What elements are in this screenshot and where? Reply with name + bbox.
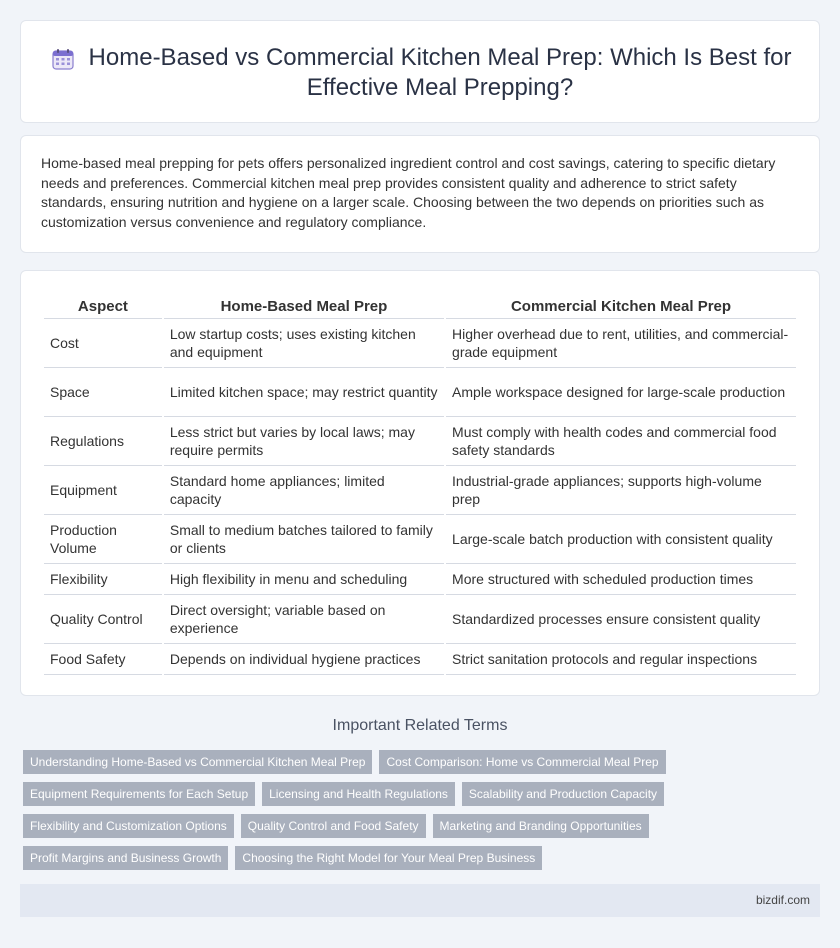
cell-aspect: Equipment	[44, 466, 162, 515]
table-row	[44, 417, 796, 466]
table-row	[44, 515, 796, 564]
table-row	[44, 466, 796, 515]
cell-aspect: Regulations	[44, 417, 162, 466]
tag-link[interactable]: Marketing and Branding Opportunities	[433, 814, 649, 838]
cell-aspect: Quality Control	[44, 595, 162, 644]
tag-link[interactable]: Quality Control and Food Safety	[241, 814, 426, 838]
intro-card	[20, 135, 820, 253]
cell-commercial: Higher overhead due to rent, utilities, and commercial-grade equipment	[446, 319, 796, 368]
table-header-row	[44, 295, 796, 319]
tag-row	[23, 782, 823, 806]
cell-aspect: Production Volume	[44, 515, 162, 564]
cell-home: Direct oversight; variable based on experience	[164, 595, 444, 644]
table-row	[44, 368, 796, 417]
cell-commercial: Industrial-grade appliances; supports high-volume prep	[446, 466, 796, 515]
footer-site-link[interactable]: bizdif.com	[755, 893, 810, 907]
tag-link[interactable]: Scalability and Production Capacity	[462, 782, 664, 806]
tag-link[interactable]: Flexibility and Customization Options	[23, 814, 234, 838]
cell-home: Low startup costs; uses existing kitchen and equipment	[164, 319, 444, 368]
cell-home: High flexibility in menu and scheduling	[164, 564, 444, 595]
cell-commercial: Standardized processes ensure consistent quality	[446, 595, 796, 644]
comparison-table	[42, 295, 798, 675]
cell-aspect: Space	[44, 368, 162, 417]
cell-aspect: Cost	[44, 319, 162, 368]
cell-commercial: Ample workspace designed for large-scale production	[446, 368, 796, 417]
header-home-based: Home-Based Meal Prep	[164, 295, 444, 319]
tag-row	[23, 750, 823, 774]
tag-link[interactable]: Understanding Home-Based vs Commercial Kitchen Meal Prep	[23, 750, 372, 774]
related-terms-tags	[23, 750, 823, 878]
tag-row	[23, 846, 823, 870]
table-row	[44, 564, 796, 595]
tag-link[interactable]: Cost Comparison: Home vs Commercial Meal Prep	[379, 750, 665, 774]
cell-commercial: Strict sanitation protocols and regular inspections	[446, 644, 796, 675]
footer	[20, 884, 820, 917]
header	[51, 43, 799, 103]
cell-aspect: Flexibility	[44, 564, 162, 595]
tag-row	[23, 814, 823, 838]
cell-commercial: More structured with scheduled production times	[446, 564, 796, 595]
tag-link[interactable]: Equipment Requirements for Each Setup	[23, 782, 255, 806]
cell-commercial: Must comply with health codes and commercial food safety standards	[446, 417, 796, 466]
cell-aspect: Food Safety	[44, 644, 162, 675]
header-card	[20, 20, 820, 123]
tag-link[interactable]: Choosing the Right Model for Your Meal Prep Business	[235, 846, 542, 870]
page-title: Home-Based vs Commercial Kitchen Meal Prep: Which Is Best for Effective Meal Prepping?	[88, 44, 792, 101]
comparison-card	[20, 270, 820, 696]
cell-home: Small to medium batches tailored to family or clients	[164, 515, 444, 564]
related-terms-title: Important Related Terms	[332, 717, 508, 734]
cell-home: Standard home appliances; limited capacity	[164, 466, 444, 515]
cell-home: Depends on individual hygiene practices	[164, 644, 444, 675]
cell-home: Limited kitchen space; may restrict quantity	[164, 368, 444, 417]
tag-link[interactable]: Licensing and Health Regulations	[262, 782, 455, 806]
intro-paragraph: Home-based meal prepping for pets offers personalized ingredient control and cost savings, catering to specific dietary needs and preferences. Commercial kitchen meal prep provides consistent quality and adherence to strict safety standards, ensuring nutrition and hygiene on a larger scale. Choosing between the two depends on priorities such as customization versus convenience and regulatory compliance.	[41, 155, 776, 230]
table-row	[44, 319, 796, 368]
header-commercial: Commercial Kitchen Meal Prep	[446, 295, 796, 319]
cell-commercial: Large-scale batch production with consistent quality	[446, 515, 796, 564]
table-row	[44, 644, 796, 675]
calendar-icon	[51, 47, 75, 71]
cell-home: Less strict but varies by local laws; may require permits	[164, 417, 444, 466]
header-aspect: Aspect	[44, 295, 162, 319]
table-row	[44, 595, 796, 644]
tag-link[interactable]: Profit Margins and Business Growth	[23, 846, 228, 870]
